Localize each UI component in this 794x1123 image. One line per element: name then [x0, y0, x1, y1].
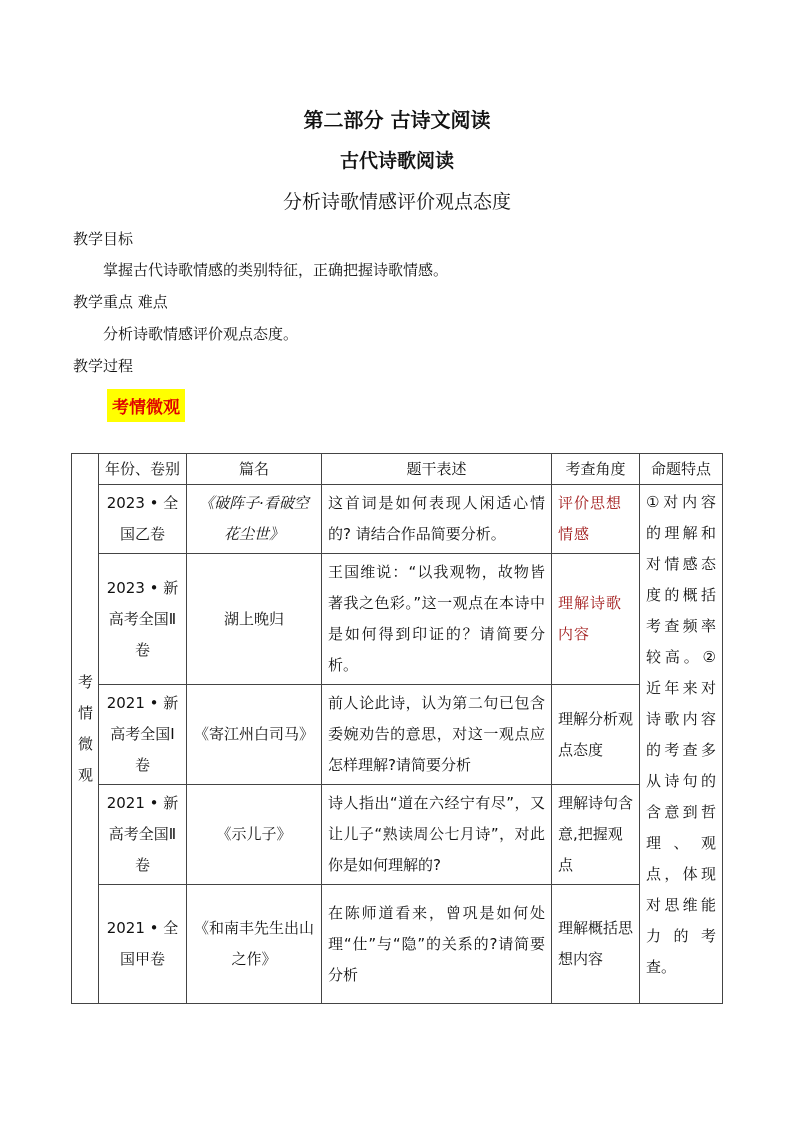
part-title: 第二部分 古诗文阅读 — [303, 108, 491, 132]
row-year: 2021 • 新高考全国Ⅰ卷 — [99, 685, 187, 785]
row-year: 2023 • 新高考全国Ⅱ卷 — [99, 554, 187, 685]
row-title: 《寄江州白司马》 — [187, 685, 322, 785]
side-label: 考 情 微 观 — [72, 454, 99, 1004]
table-header-row — [72, 454, 723, 485]
key-heading: 教学重点 难点 — [73, 293, 168, 311]
row-title: 《破阵子·看破空花尘世》 — [187, 485, 322, 554]
row-angle: 评价思想情感 — [552, 485, 640, 554]
header-title: 篇名 — [187, 454, 322, 485]
row-question: 王国维说：“以我观物，故物皆著我之色彩。”这一观点在本诗中是如何得到印证的？请简要分析。 — [322, 554, 552, 685]
row-title: 《和南丰先生出山之作》 — [187, 885, 322, 1004]
row-question: 这首词是如何表现人闲适心情的? 请结合作品简要分析。 — [322, 485, 552, 554]
process-heading: 教学过程 — [73, 357, 134, 375]
row-angle: 理解概括思想内容 — [552, 885, 640, 1004]
key-text: 分析诗歌情感评价观点态度。 — [103, 325, 299, 343]
row-angle: 理解诗句含意,把握观点 — [552, 785, 640, 885]
row-title: 《示儿子》 — [187, 785, 322, 885]
table-row — [72, 885, 723, 1004]
row-year: 2021 • 全国甲卷 — [99, 885, 187, 1004]
lesson-title: 分析诗歌情感评价观点态度 — [282, 191, 511, 213]
row-year: 2021 • 新高考全国Ⅱ卷 — [99, 785, 187, 885]
row-year: 2023 • 全国乙卷 — [99, 485, 187, 554]
table-row — [72, 485, 723, 554]
row-angle: 理解分析观点态度 — [552, 685, 640, 785]
goal-heading: 教学目标 — [73, 230, 134, 248]
feature-cell: ①对内容的理解和对情感态度的概括考查频率较高。②近年来对诗歌内容的考查多从诗句的含意到哲理、观点，体现对思维能力的考查。 — [640, 485, 723, 1004]
header-angle: 考查角度 — [552, 454, 640, 485]
goal-text: 掌握古代诗歌情感的类别特征，正确把握诗歌情感。 — [103, 261, 449, 279]
table-row — [72, 785, 723, 885]
row-question: 诗人指出“道在六经宁有尽”，又让儿子“熟读周公七月诗”，对此你是如何理解的? — [322, 785, 552, 885]
table-row — [72, 554, 723, 685]
header-feature: 命题特点 — [640, 454, 723, 485]
row-title: 湖上晚归 — [187, 554, 322, 685]
row-question: 在陈师道看来，曾巩是如何处理“仕”与“隐”的关系的?请简要分析 — [322, 885, 552, 1004]
row-question: 前人论此诗，认为第二句已包含委婉劝告的意思，对这一观点应怎样理解?请简要分析 — [322, 685, 552, 785]
table-row — [72, 685, 723, 785]
exam-analysis-badge: 考情微观 — [107, 389, 185, 422]
section-title: 古代诗歌阅读 — [339, 150, 454, 172]
row-angle: 理解诗歌内容 — [552, 554, 640, 685]
header-question: 题干表述 — [322, 454, 552, 485]
header-year: 年份、卷别 — [99, 454, 187, 485]
exam-table — [71, 453, 723, 1004]
